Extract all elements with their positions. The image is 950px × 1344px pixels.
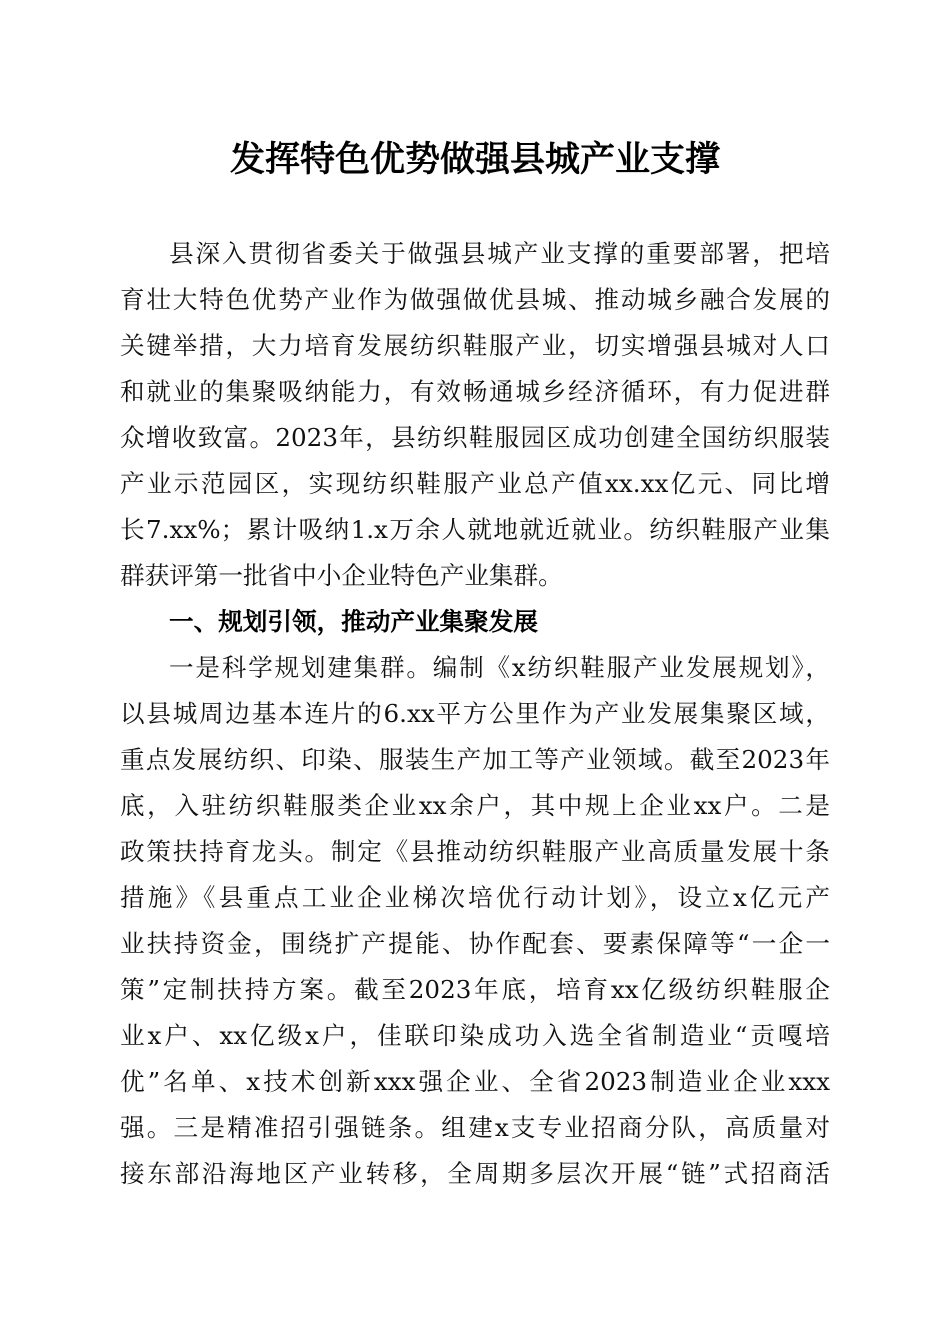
- section-line: 一是科学规划建集群。编制《x纺织鞋服产业发展规划》，: [169, 653, 830, 682]
- document-body: [120, 231, 830, 1197]
- intro-line: 关键举措，大力培育发展纺织鞋服产业，切实增强县城对人口: [120, 331, 830, 360]
- section-line: 业扶持资金，围绕扩产提能、协作配套、要素保障等“一企一: [120, 929, 830, 958]
- section-line: 政策扶持育龙头。制定《县推动纺织鞋服产业高质量发展十条: [120, 837, 830, 866]
- section-line: 强。三是精准招引强链条。组建x支专业招商分队，高质量对: [120, 1113, 830, 1142]
- section-line: 优”名单、x技术创新xxx强企业、全省2023制造业企业xxx: [120, 1067, 830, 1096]
- intro-line: 群获评第一批省中小企业特色产业集群。: [120, 561, 563, 590]
- section-line: 以县城周边基本连片的6.xx平方公里作为产业发展集聚区域，: [120, 699, 830, 728]
- section-line: 业x户、xx亿级x户，佳联印染成功入选全省制造业“贡嘎培: [120, 1021, 830, 1050]
- intro-line: 育壮大特色优势产业作为做强做优县城、推动城乡融合发展的: [120, 285, 830, 314]
- section-line: 底，入驻纺织鞋服类企业xx余户，其中规上企业xx户。二是: [120, 791, 830, 820]
- intro-line: 县深入贯彻省委关于做强县城产业支撑的重要部署，把培: [169, 239, 830, 268]
- intro-line: 和就业的集聚吸纳能力，有效畅通城乡经济循环，有力促进群: [120, 377, 830, 406]
- section-line: 重点发展纺织、印染、服装生产加工等产业领域。截至2023年: [120, 745, 830, 774]
- document-title: 发挥特色优势做强县城产业支撑: [229, 139, 720, 180]
- section-line: 策”定制扶持方案。截至2023年底，培育xx亿级纺织鞋服企: [120, 975, 830, 1004]
- section-line: 接东部沿海地区产业转移，全周期多层次开展“链”式招商活: [120, 1159, 830, 1188]
- intro-line: 长7.xx%；累计吸纳1.x万余人就地就近就业。纺织鞋服产业集: [120, 515, 830, 544]
- intro-line: 众增收致富。2023年，县纺织鞋服园区成功创建全国纺织服装: [120, 423, 830, 452]
- section-heading: 一、规划引领，推动产业集聚发展: [169, 607, 538, 636]
- intro-line: 产业示范园区，实现纺织鞋服产业总产值xx.xx亿元、同比增: [120, 469, 830, 498]
- section-line: 措施》《县重点工业企业梯次培优行动计划》，设立x亿元产: [120, 883, 830, 912]
